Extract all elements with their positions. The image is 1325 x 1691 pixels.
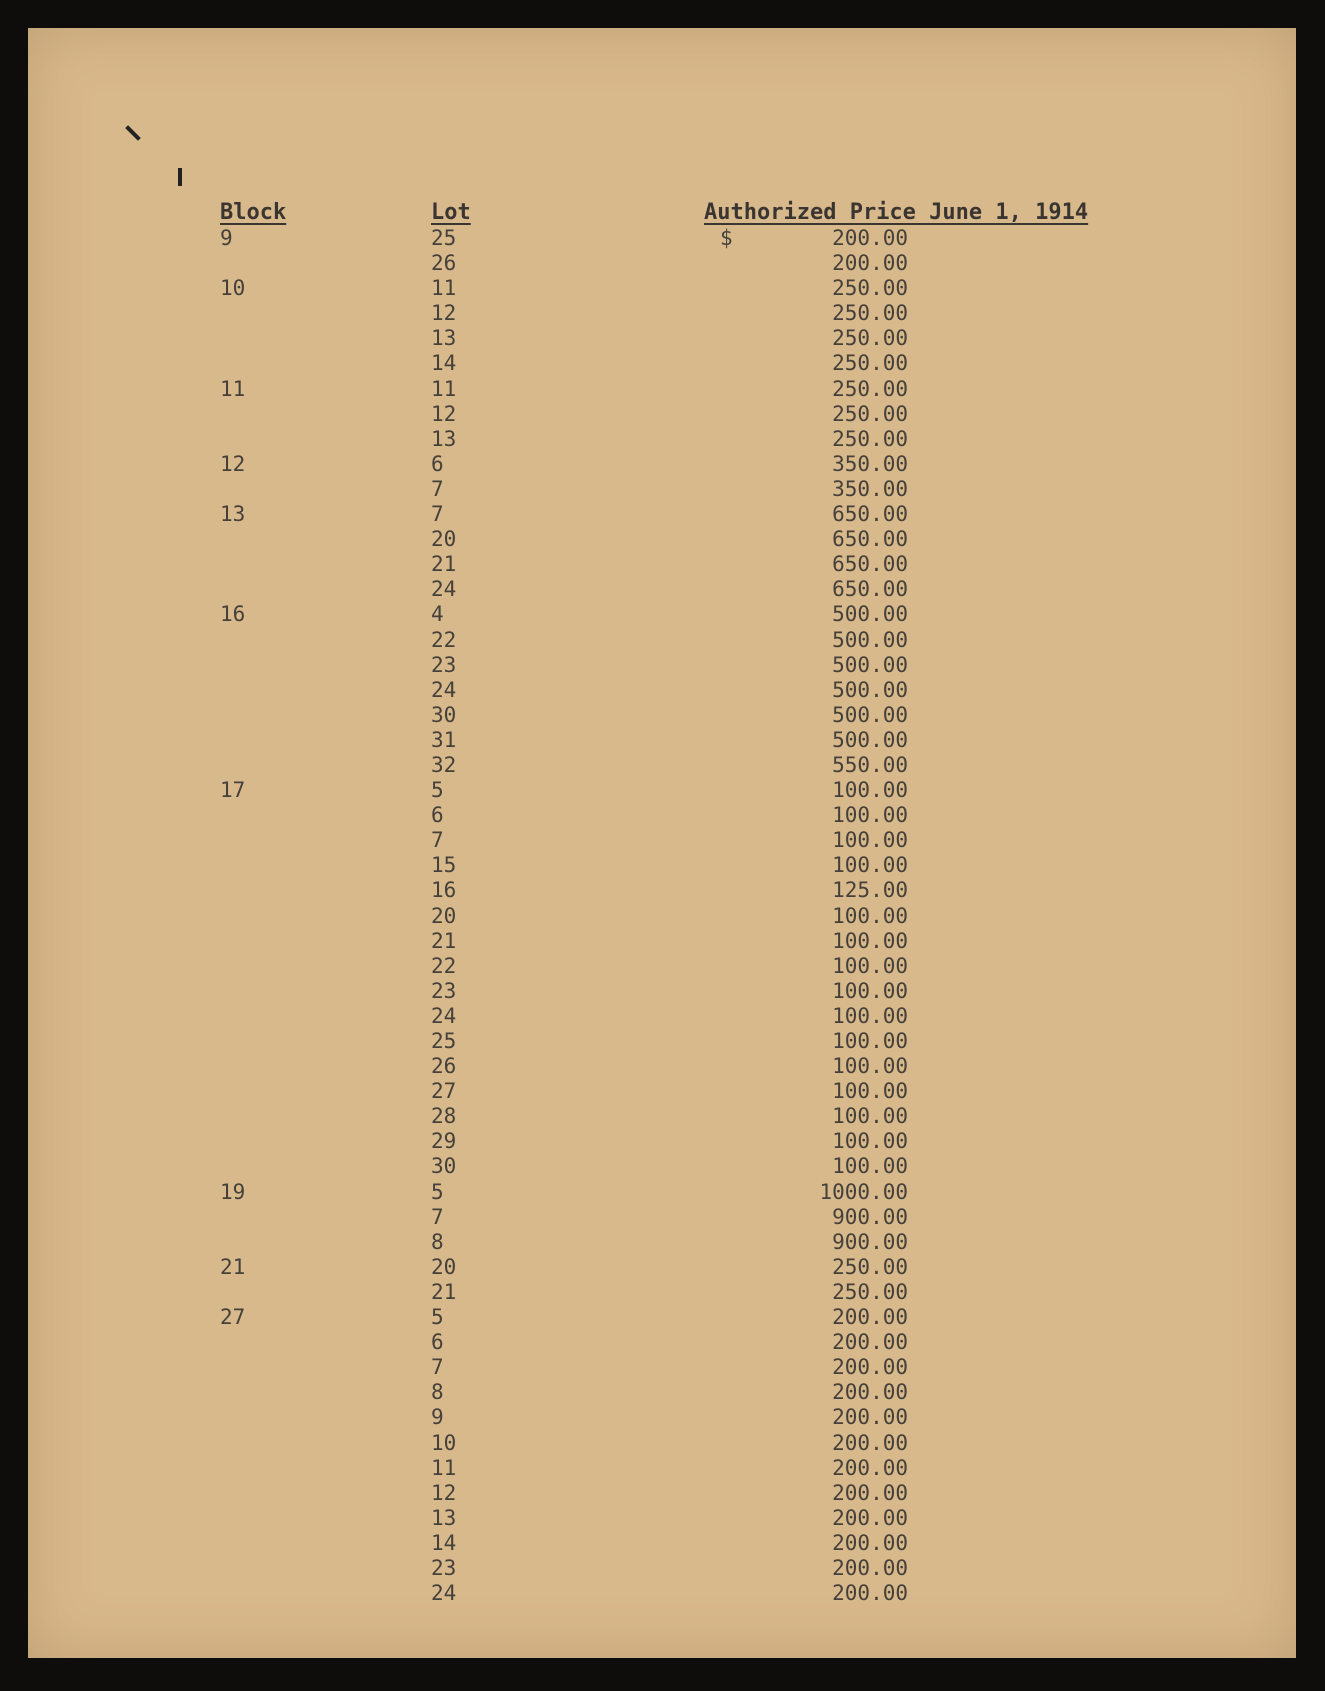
table-row <box>28 1054 1296 1079</box>
price-cell: 200.00 <box>832 1305 908 1330</box>
price-cell: 200.00 <box>832 1380 908 1405</box>
table-row <box>28 979 1296 1004</box>
price-cell: 100.00 <box>832 778 908 803</box>
price-cell: 100.00 <box>832 1029 908 1053</box>
table-row <box>28 653 1296 678</box>
lot-header: Lot <box>431 200 471 225</box>
price-cell: 200.00 <box>832 1480 908 1505</box>
price-cell: 100.00 <box>832 1003 908 1028</box>
block-cell: 11 <box>220 376 246 401</box>
lot-cell: 24 <box>431 577 457 602</box>
lot-cell: 23 <box>431 1555 457 1580</box>
lot-cell: 11 <box>431 376 457 401</box>
lot-cell: 13 <box>431 1505 457 1530</box>
lot-cell: 7 <box>431 1355 444 1380</box>
lot-cell: 24 <box>431 1003 457 1028</box>
block-cell: 16 <box>220 602 246 627</box>
price-cell: 100.00 <box>832 1129 908 1154</box>
lot-cell: 11 <box>431 1455 457 1480</box>
lot-cell: 24 <box>431 677 457 702</box>
price-cell: 100.00 <box>832 1154 908 1179</box>
table-row <box>28 251 1296 276</box>
price-cell: 100.00 <box>832 828 908 853</box>
table-row <box>28 377 1296 402</box>
block-cell: 17 <box>220 778 246 803</box>
block-cell: 10 <box>220 276 246 301</box>
table-row <box>28 954 1296 979</box>
price-cell: 550.00 <box>832 752 908 777</box>
price-cell: 200.00 <box>832 1330 908 1355</box>
lot-cell: 21 <box>431 552 457 577</box>
document-page <box>28 28 1296 1658</box>
lot-cell: 24 <box>431 1581 457 1606</box>
lot-cell: 12 <box>431 301 457 326</box>
price-cell: 650.00 <box>832 502 908 527</box>
table-row <box>28 1154 1296 1179</box>
lot-cell: 23 <box>431 978 457 1003</box>
table-row <box>28 1104 1296 1129</box>
price-cell: 125.00 <box>832 878 908 903</box>
lot-price-table <box>28 226 1296 1606</box>
price-cell: 200.00 <box>832 1405 908 1430</box>
table-row <box>28 1255 1296 1280</box>
block-cell: 13 <box>220 502 246 527</box>
table-row <box>28 1556 1296 1581</box>
lot-cell: 25 <box>431 1029 457 1053</box>
table-row <box>28 326 1296 351</box>
lot-cell: 11 <box>431 276 457 301</box>
lot-cell: 5 <box>431 1305 444 1330</box>
price-cell: 100.00 <box>832 853 908 878</box>
lot-cell: 7 <box>431 502 444 527</box>
price-cell: 100.00 <box>832 903 908 928</box>
price-cell: 500.00 <box>832 727 908 752</box>
table-row <box>28 904 1296 929</box>
lot-cell: 8 <box>431 1229 444 1254</box>
price-header: Authorized Price June 1, 1914 <box>704 200 1089 225</box>
price-cell: 250.00 <box>832 376 908 401</box>
lot-cell: 14 <box>431 1530 457 1555</box>
table-row <box>28 552 1296 577</box>
price-cell: 250.00 <box>832 1279 908 1304</box>
lot-cell: 31 <box>431 727 457 752</box>
price-cell: 200.00 <box>832 251 908 276</box>
table-row <box>28 1205 1296 1230</box>
table-row <box>28 1456 1296 1481</box>
price-cell: 650.00 <box>832 552 908 577</box>
table-row <box>28 828 1296 853</box>
table-row <box>28 1004 1296 1029</box>
lot-cell: 5 <box>431 778 444 803</box>
table-row <box>28 452 1296 477</box>
lot-cell: 22 <box>431 953 457 978</box>
table-row <box>28 929 1296 954</box>
table-row <box>28 226 1296 251</box>
price-cell: 250.00 <box>832 401 908 426</box>
price-cell: 500.00 <box>832 627 908 652</box>
price-cell: 100.00 <box>832 978 908 1003</box>
lot-cell: 26 <box>431 1054 457 1079</box>
price-cell: 200.00 <box>832 226 908 250</box>
lot-cell: 25 <box>431 226 457 250</box>
table-row <box>28 778 1296 803</box>
price-cell: 250.00 <box>832 351 908 376</box>
lot-cell: 4 <box>431 602 444 627</box>
lot-cell: 6 <box>431 803 444 828</box>
price-cell: 900.00 <box>832 1229 908 1254</box>
table-row <box>28 1481 1296 1506</box>
table-row <box>28 1079 1296 1104</box>
lot-cell: 28 <box>431 1104 457 1129</box>
table-row <box>28 577 1296 602</box>
price-cell: 250.00 <box>832 301 908 326</box>
table-row <box>28 853 1296 878</box>
table-row <box>28 1180 1296 1205</box>
table-row <box>28 351 1296 376</box>
ink-mark <box>125 125 141 141</box>
lot-cell: 30 <box>431 702 457 727</box>
price-cell: 200.00 <box>832 1355 908 1380</box>
table-row <box>28 427 1296 452</box>
lot-cell: 20 <box>431 903 457 928</box>
table-row <box>28 502 1296 527</box>
table-row <box>28 402 1296 427</box>
price-cell: 350.00 <box>832 476 908 501</box>
price-cell: 200.00 <box>832 1581 908 1606</box>
table-row <box>28 1380 1296 1405</box>
lot-cell: 7 <box>431 828 444 853</box>
table-row <box>28 1230 1296 1255</box>
price-cell: 200.00 <box>832 1530 908 1555</box>
lot-cell: 9 <box>431 1405 444 1430</box>
price-cell: 100.00 <box>832 953 908 978</box>
price-cell: 100.00 <box>832 928 908 953</box>
lot-cell: 10 <box>431 1430 457 1455</box>
lot-cell: 20 <box>431 1254 457 1279</box>
price-cell: 1000.00 <box>819 1179 908 1204</box>
lot-cell: 21 <box>431 1279 457 1304</box>
lot-cell: 13 <box>431 326 457 351</box>
price-cell: 650.00 <box>832 577 908 602</box>
price-cell: 100.00 <box>832 1079 908 1104</box>
block-cell: 9 <box>220 226 233 250</box>
lot-cell: 7 <box>431 1204 444 1229</box>
lot-cell: 30 <box>431 1154 457 1179</box>
price-cell: 200.00 <box>832 1505 908 1530</box>
price-cell: 250.00 <box>832 326 908 351</box>
price-cell: 100.00 <box>832 803 908 828</box>
table-row <box>28 628 1296 653</box>
table-row <box>28 678 1296 703</box>
lot-cell: 12 <box>431 1480 457 1505</box>
lot-cell: 8 <box>431 1380 444 1405</box>
lot-cell: 6 <box>431 451 444 476</box>
lot-cell: 27 <box>431 1079 457 1104</box>
block-cell: 19 <box>220 1179 246 1204</box>
price-cell: 200.00 <box>832 1555 908 1580</box>
price-cell: 250.00 <box>832 276 908 301</box>
table-row <box>28 703 1296 728</box>
table-row <box>28 1305 1296 1330</box>
table-row <box>28 1355 1296 1380</box>
lot-cell: 22 <box>431 627 457 652</box>
price-cell: 500.00 <box>832 652 908 677</box>
ink-mark <box>178 168 182 186</box>
table-row <box>28 1431 1296 1456</box>
block-cell: 21 <box>220 1254 246 1279</box>
table-row <box>28 602 1296 627</box>
currency-symbol: $ <box>720 226 733 250</box>
price-cell: 200.00 <box>832 1430 908 1455</box>
table-row <box>28 1330 1296 1355</box>
price-cell: 900.00 <box>832 1204 908 1229</box>
price-cell: 500.00 <box>832 702 908 727</box>
table-row <box>28 878 1296 903</box>
lot-cell: 20 <box>431 527 457 552</box>
price-cell: 500.00 <box>832 677 908 702</box>
table-row <box>28 753 1296 778</box>
price-cell: 100.00 <box>832 1104 908 1129</box>
column-headers <box>28 200 1296 226</box>
block-cell: 12 <box>220 451 246 476</box>
price-cell: 500.00 <box>832 602 908 627</box>
lot-cell: 16 <box>431 878 457 903</box>
table-row <box>28 1129 1296 1154</box>
table-row <box>28 1405 1296 1430</box>
table-row <box>28 276 1296 301</box>
lot-cell: 21 <box>431 928 457 953</box>
price-cell: 250.00 <box>832 1254 908 1279</box>
table-row <box>28 1531 1296 1556</box>
table-row <box>28 1029 1296 1054</box>
price-cell: 100.00 <box>832 1054 908 1079</box>
table-row <box>28 728 1296 753</box>
block-cell: 27 <box>220 1305 246 1330</box>
price-cell: 250.00 <box>832 426 908 451</box>
table-row <box>28 1506 1296 1531</box>
lot-cell: 29 <box>431 1129 457 1154</box>
lot-cell: 12 <box>431 401 457 426</box>
lot-cell: 32 <box>431 752 457 777</box>
lot-cell: 6 <box>431 1330 444 1355</box>
price-cell: 200.00 <box>832 1455 908 1480</box>
lot-cell: 15 <box>431 853 457 878</box>
table-row <box>28 301 1296 326</box>
price-cell: 650.00 <box>832 527 908 552</box>
table-row <box>28 477 1296 502</box>
lot-cell: 14 <box>431 351 457 376</box>
lot-cell: 26 <box>431 251 457 276</box>
price-cell: 350.00 <box>832 451 908 476</box>
lot-cell: 5 <box>431 1179 444 1204</box>
lot-cell: 13 <box>431 426 457 451</box>
table-row <box>28 1280 1296 1305</box>
table-row <box>28 803 1296 828</box>
block-header: Block <box>220 200 287 225</box>
lot-cell: 23 <box>431 652 457 677</box>
table-row <box>28 1581 1296 1606</box>
table-row <box>28 527 1296 552</box>
lot-cell: 7 <box>431 476 444 501</box>
